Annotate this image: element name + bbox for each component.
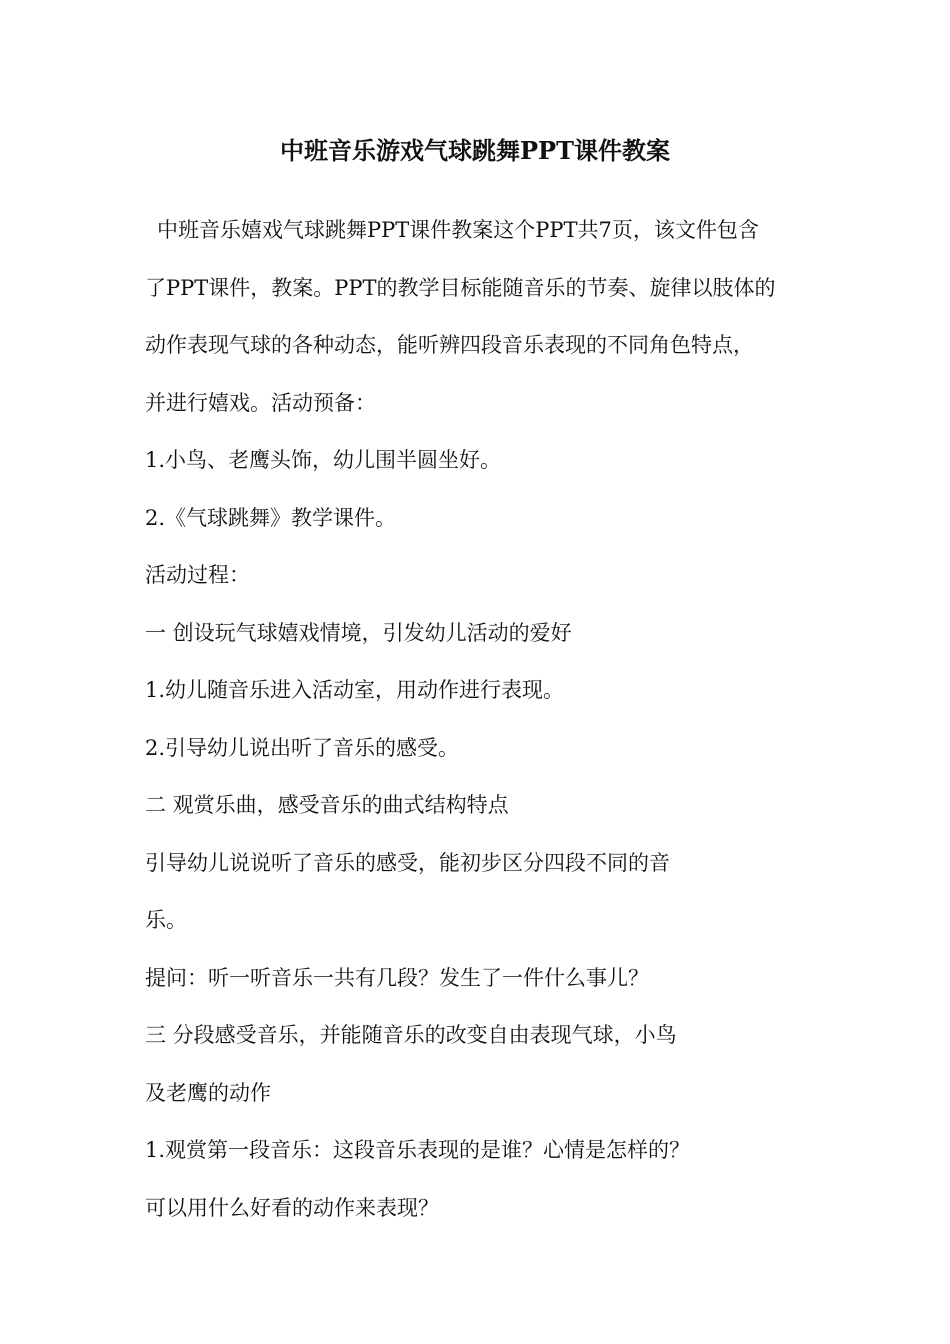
paragraph-line: 提问：听一听音乐一共有几段？发生了一件什么事儿？ (145, 965, 649, 990)
section-heading: 二 观赏乐曲，感受音乐的曲式结构特点 (145, 793, 509, 817)
paragraph-line: 了PPT课件，教案。PPT的教学目标能随音乐的节奏、旋律以肢体的 (145, 275, 776, 300)
list-item: 1.小鸟、老鹰头饰，幼儿围半圆坐好。 (145, 448, 502, 472)
list-item: 2.引导幼儿说出听了音乐的感受。 (145, 735, 460, 760)
list-item: 1.观赏第一段音乐：这段音乐表现的是谁？心情是怎样的？ (145, 1138, 691, 1162)
section-label: 活动过程： (145, 563, 250, 587)
paragraph-line: 可以用什么好看的动作来表现？ (145, 1195, 439, 1220)
paragraph-line: 乐。 (145, 908, 187, 932)
document-title: 中班音乐游戏气球跳舞PPT课件教案 (280, 136, 670, 165)
section-heading: 一 创设玩气球嬉戏情境，引发幼儿活动的爱好 (145, 620, 572, 645)
paragraph-line: 中班音乐嬉戏气球跳舞PPT课件教案这个PPT共7页，该文件包含 (157, 218, 759, 242)
paragraph-line: 引导幼儿说说听了音乐的感受，能初步区分四段不同的音 (145, 850, 670, 875)
list-item: 2.《气球跳舞》教学课件。 (145, 505, 397, 530)
paragraph-line: 并进行嬉戏。活动预备： (145, 390, 376, 415)
paragraph-line: 动作表现气球的各种动态，能听辨四段音乐表现的不同角色特点， (145, 333, 754, 357)
section-heading: 三 分段感受音乐，并能随音乐的改变自由表现气球，小鸟 (145, 1023, 677, 1047)
section-heading: 及老鹰的动作 (145, 1080, 271, 1105)
document-body (145, 202, 825, 1237)
list-item: 1.幼儿随音乐进入活动室，用动作进行表现。 (145, 678, 565, 702)
